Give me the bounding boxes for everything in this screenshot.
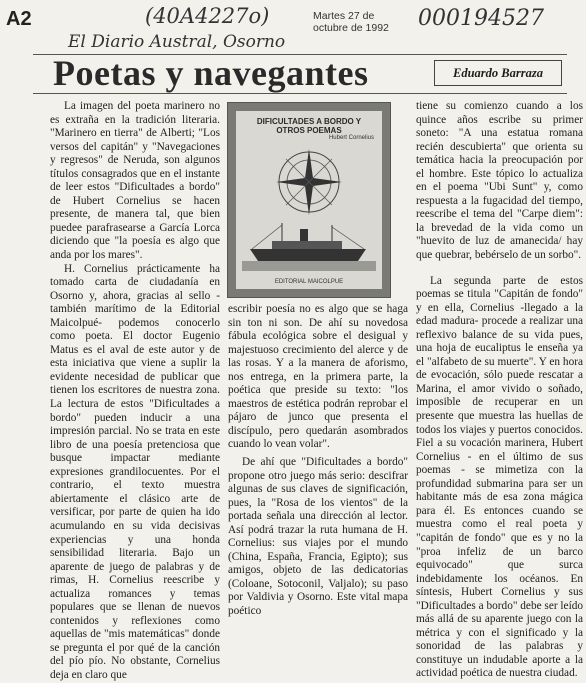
paragraph: escribir poesía no es algo que se haga sin ton ni son. De ahí su novedosa fábula ecológica sobre el desigual y majestuoso crecimiento del alerce y de las rosas. Y a la manera de aforismo, nos entrega, en la primera parte, la poética que preside su texto: "los maestros de estética podrán reprobar el pájaro de junco que presenta el discípulo, pero quedarán asombrados cuando lo vean volar". (228, 303, 408, 451)
paragraph: H. Cornelius prácticamente ha tomado carta de ciudadanía en Osorno y, ahora, gracias al sello -también marítimo de la Editorial Maicolpué- podemos conocerlo como poeta. El doctor Eugenio Matus es el aval de este autor y de esta iniciativa que viene a suplir la evidente necesidad de publicar que tienen los escritores de nuestra zona. La lectura de estos "Dificultades a bordo" pueden inducir a una impresión parcial. No se trata en este libro de una poesía pretenciosa que busque impactar mediante expresiones grandilocuentes. Por el contrario, el texto muestra abiertamente el clásico arte de versificar, por parte de quien ha ido acumulando en su vida decisivas experiencias y una honda sensibilidad literaria. Bajo un aparente de juego de palabras y de rimas, H. Cornelius reescribe y actualiza romances y temas populares que se llenan de nuevos contenidos y reflexiones como aquellas de "mis matemáticas" donde se pregunta el por qué de la canción del pío pío. No obstante, Cornelius deja en claro que (50, 262, 220, 681)
book-publisher: EDITORIAL MAICOLPUE (274, 279, 344, 285)
book-cover (236, 111, 382, 289)
steamship-icon (242, 223, 376, 271)
article-column-1 (50, 100, 220, 683)
book-author: Hubert Cornelius (328, 135, 374, 141)
book-title: DIFICULTADES A BORDO Y OTROS POEMAS (256, 117, 362, 135)
dateline (313, 10, 389, 34)
handwritten-reference: (40A4227o) (145, 4, 270, 28)
paragraph: tiene su comienzo cuando a los quince años escribe su primer soneto: "A una estatua romana recién descubierta" que orienta su temática hacia la preocupación por el hombre. Este tópico lo actualiza en el poema "Ubi Sunt" y, como respuesta a la fugacidad del tiempo, reescribe el tema del "Carpe diem": la brevedad de la vida como un "huevito de luz de amanecida/ hay que quebrar, bebérselo de un sorbo". (416, 100, 583, 262)
page-label: A2 (6, 8, 32, 30)
bottom-rule (33, 93, 567, 94)
book-cover-photo (227, 102, 391, 298)
handwritten-source: El Diario Austral, Osorno (68, 32, 286, 52)
article-column-3 (416, 100, 583, 681)
compass-rose-icon (266, 145, 352, 219)
article-column-2 (228, 303, 408, 619)
date-line-1: Martes 27 de (313, 10, 375, 22)
author-box (434, 60, 562, 86)
headline: Poetas y navegantes (53, 53, 369, 93)
handwritten-catalog-number: 000194527 (418, 6, 544, 31)
author-name: Eduardo Barraza (453, 66, 543, 80)
date-line-2: octubre de 1992 (313, 22, 389, 34)
paragraph: De ahí que "Dificultades a bordo" propone otro juego más serio: descifrar algunas de sus claves de significación, pues, la "Rosa de los vientos" de la portada señala una dirección al lector. Así podrá trazar la ruta humana de H. Cornelius: sus viajes por el mundo (China, España, Francia, Egipto); sus amigos, objeto de las dedicatorias (Coloane, Sotoconil, Valjalo); su paso por Valdivia y Osorno. Este vital mapa poético (228, 456, 408, 618)
paragraph: La segunda parte de estos poemas se titula "Capitán de fondo" y en ella, Cornelius -llegado a la edad madura- procede a realizar una reflexivo balance de su vida pues, una hoja de eucaliptus le enseña ya el "alfabeto de su muerte". Y en hora de evocación, sólo puede rescatar a Marina, el amor vivido o soñado, imposible de recuperar en un presente que muestra las huellas de todos los viajes y puertos conocidos. Fiel a su vocación marinera, Hubert Cornelius - en el último de sus poemas - se mimetiza con la profundidad submarina para ser un habitante más de esa zona mágica para él. Es entonces cuando se muestra como el real poeta y "capitán de fondo" que es y no la "proa infeliz de un barco equivocado" que surca indebidamente los océanos. En síntesis, Hubert Cornelius y sus "Dificultades a bordo" debe ser leído más allá de su aparente juego con la métrica y con el significado y la sonoridad de las palabras y constituye un indudable aporte a la actividad poética de nuestra ciudad. (416, 274, 584, 680)
paragraph: La imagen del poeta marinero no es extraña en la tradición literaria. "Marinero en tierra" de Alberti; "Los versos del capitán" y "Navegaciones y regresos" de Neruda, son algunos títulos consagrados que en el instante de leer estos "Dificultades a bordo" de Hubert Cornelius se hacen presente, de manera tal, que bien puedee parafrasearse a García Lorca diciendo que "la poesía es algo que anda por los mares". (50, 100, 220, 262)
